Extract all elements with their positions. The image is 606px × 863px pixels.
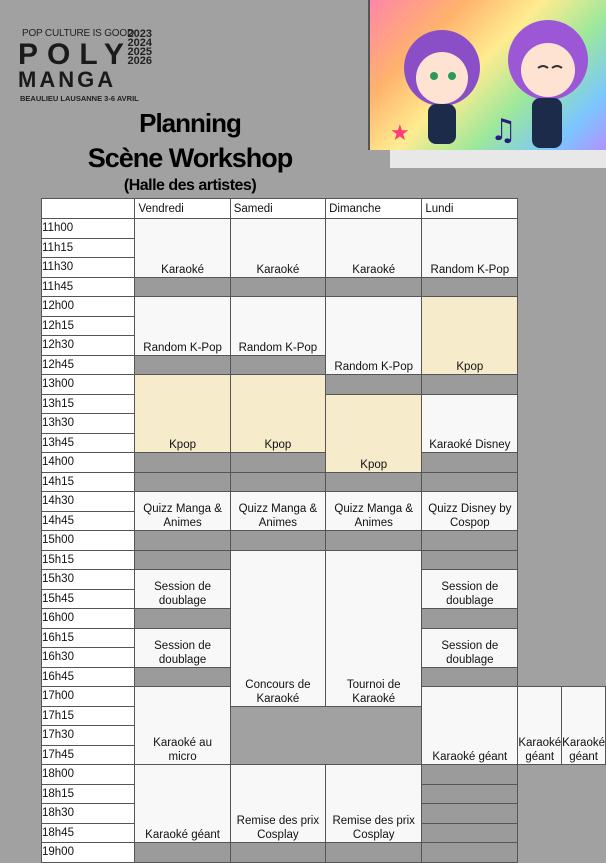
event-session-doublage xyxy=(135,570,230,609)
event-line: doublage xyxy=(446,653,494,666)
break-cell xyxy=(326,277,422,297)
time-label: 15h30 xyxy=(42,570,135,590)
time-label: 12h30 xyxy=(42,336,135,356)
time-row xyxy=(42,843,606,863)
event-line: Session de xyxy=(441,639,499,652)
break-cell xyxy=(230,277,325,297)
event-line: Remise des prix xyxy=(332,815,415,827)
break-cell xyxy=(135,277,230,297)
break-cell xyxy=(326,531,422,551)
time-row xyxy=(42,219,606,239)
day-header: Vendredi xyxy=(135,199,230,219)
break-cell xyxy=(422,277,518,297)
time-label: 15h15 xyxy=(42,550,135,570)
day-header: Samedi xyxy=(230,199,325,219)
event-line: Cosplay xyxy=(257,829,299,841)
event-line: Karaoké xyxy=(352,692,396,705)
event-line: doublage xyxy=(158,595,207,607)
svg-text:★: ★ xyxy=(390,121,410,146)
break-cell xyxy=(135,667,230,687)
event-line: Remise des prix xyxy=(236,815,320,827)
time-label: 13h45 xyxy=(42,433,135,453)
event-line: Cosplay xyxy=(352,829,395,841)
logo-poly: POLY xyxy=(18,38,133,71)
svg-text:♫: ♫ xyxy=(490,113,517,148)
page-location-note: (Halle des artistes) xyxy=(123,177,257,194)
event-remise-prix xyxy=(230,765,325,843)
time-label: 18h45 xyxy=(42,823,135,843)
time-label: 16h15 xyxy=(42,628,135,648)
time-row xyxy=(42,355,606,375)
break-cell xyxy=(422,784,518,804)
time-row xyxy=(42,472,606,492)
event-karaoke: Karaoké xyxy=(230,219,325,278)
page-title: Planning xyxy=(139,108,241,138)
polymanga-logo xyxy=(18,22,153,112)
time-label: 16h30 xyxy=(42,648,135,668)
event-random-kpop: Random K-Pop xyxy=(135,297,230,356)
day-header: Dimanche xyxy=(326,199,422,219)
idol-artwork xyxy=(368,0,606,150)
time-row xyxy=(42,765,606,785)
event-karaoke: Karaoké xyxy=(135,219,230,278)
time-row xyxy=(42,453,606,473)
event-quizz-disney xyxy=(422,492,518,531)
event-line: micro xyxy=(168,751,197,763)
page-subtitle: Scène Workshop xyxy=(87,143,293,173)
time-label: 11h15 xyxy=(42,238,135,258)
event-karaoke-geant: Karaoké géant xyxy=(422,687,518,765)
break-cell xyxy=(422,453,518,473)
break-cell xyxy=(422,823,518,843)
event-quizz-manga xyxy=(326,492,422,531)
break-cell xyxy=(135,531,230,551)
break-cell xyxy=(422,375,518,395)
event-session-doublage xyxy=(135,628,230,667)
break-cell xyxy=(230,355,325,375)
event-session-doublage xyxy=(422,570,518,609)
break-cell xyxy=(135,843,230,863)
time-label: 11h45 xyxy=(42,277,135,297)
time-row xyxy=(42,550,606,570)
break-cell xyxy=(326,843,422,863)
break-cell xyxy=(422,472,518,492)
event-line: Quizz Manga & xyxy=(143,503,222,515)
event-random-kpop: Random K-Pop xyxy=(422,219,518,278)
break-cell xyxy=(135,472,230,492)
logo-year: 2025 xyxy=(127,46,152,58)
time-label: 13h30 xyxy=(42,414,135,434)
time-row xyxy=(42,277,606,297)
event-line: Concours de xyxy=(245,678,311,691)
time-label: 16h00 xyxy=(42,609,135,629)
event-line: Quizz Manga & xyxy=(334,503,414,515)
time-label: 14h00 xyxy=(42,453,135,473)
event-line: Cospop xyxy=(450,517,490,529)
time-label: 11h30 xyxy=(42,258,135,278)
time-label: 15h45 xyxy=(42,589,135,609)
stage-floor xyxy=(390,150,606,168)
event-line: doublage xyxy=(446,595,494,607)
time-row xyxy=(42,492,606,512)
event-quizz-manga xyxy=(135,492,230,531)
event-random-kpop: Random K-Pop xyxy=(326,297,422,375)
event-line: doublage xyxy=(158,653,207,666)
logo-location: BEAULIEU LAUSANNE 3-6 AVRIL xyxy=(20,94,139,103)
time-label: 18h00 xyxy=(42,765,135,785)
event-line: Animes xyxy=(163,517,202,529)
break-cell xyxy=(422,550,518,570)
event-line: Tournoi de xyxy=(346,678,401,691)
break-cell xyxy=(422,609,518,629)
break-cell xyxy=(135,453,230,473)
break-cell xyxy=(230,531,325,551)
event-karaoke-geant: Karaoké géant xyxy=(518,687,562,765)
time-label: 14h15 xyxy=(42,472,135,492)
break-cell xyxy=(422,531,518,551)
event-karaoke-disney: Karaoké Disney xyxy=(422,394,518,453)
event-karaoke-geant: Karaoké géant xyxy=(562,687,606,765)
event-line: Session de xyxy=(154,639,212,652)
break-cell xyxy=(230,843,325,863)
day-header: Lundi xyxy=(422,199,518,219)
break-cell xyxy=(422,804,518,824)
time-label: 17h30 xyxy=(42,726,135,746)
time-row xyxy=(42,297,606,317)
time-row xyxy=(42,375,606,395)
time-label: 12h00 xyxy=(42,297,135,317)
event-tournoi-karaoke xyxy=(326,550,422,706)
event-remise-prix xyxy=(326,765,422,843)
break-cell xyxy=(326,375,422,395)
time-label: 11h00 xyxy=(42,219,135,239)
event-kpop: Kpop xyxy=(422,297,518,375)
event-kpop: Kpop xyxy=(135,375,230,453)
break-cell xyxy=(135,550,230,570)
header-row xyxy=(42,199,606,219)
logo-year: 2024 xyxy=(127,37,152,49)
time-label: 14h45 xyxy=(42,511,135,531)
event-line: Animes xyxy=(258,517,298,529)
logo-years xyxy=(124,30,152,66)
event-line: Karaoké xyxy=(256,692,300,705)
event-line: Animes xyxy=(354,517,393,529)
idol-illustration xyxy=(370,0,606,150)
event-line: Session de xyxy=(154,581,212,593)
logo-manga: MANGA xyxy=(18,67,117,92)
event-kpop: Kpop xyxy=(326,394,422,472)
event-karaoke-geant: Karaoké géant xyxy=(135,765,230,843)
break-cell xyxy=(135,609,230,629)
event-session-doublage xyxy=(422,628,518,667)
event-karaoke-micro xyxy=(135,687,230,765)
break-cell xyxy=(422,667,518,687)
event-line: Quizz Disney by xyxy=(428,503,512,515)
logo-year: 2026 xyxy=(127,55,152,67)
event-kpop: Kpop xyxy=(230,375,325,453)
time-label: 17h15 xyxy=(42,706,135,726)
time-label: 13h15 xyxy=(42,394,135,414)
break-cell xyxy=(230,453,325,473)
logo-tagline: POP CULTURE IS GOOD xyxy=(22,28,134,39)
time-label: 17h00 xyxy=(42,687,135,707)
time-label: 18h30 xyxy=(42,804,135,824)
time-row xyxy=(42,531,606,551)
event-quizz-manga xyxy=(230,492,325,531)
break-cell xyxy=(422,765,518,785)
event-karaoke: Karaoké xyxy=(326,219,422,278)
break-cell xyxy=(326,472,422,492)
time-label: 18h15 xyxy=(42,784,135,804)
time-label: 12h45 xyxy=(42,355,135,375)
event-concours-karaoke xyxy=(230,550,325,706)
logo-year: 2023 xyxy=(127,28,152,40)
event-line: Session de xyxy=(441,581,499,593)
schedule-table xyxy=(41,198,606,863)
time-label: 17h45 xyxy=(42,745,135,765)
time-label: 15h00 xyxy=(42,531,135,551)
time-label: 19h00 xyxy=(42,843,135,863)
break-cell xyxy=(230,472,325,492)
break-cell xyxy=(135,355,230,375)
time-label: 13h00 xyxy=(42,375,135,395)
break-cell xyxy=(422,843,518,863)
time-label: 14h30 xyxy=(42,492,135,512)
event-random-kpop: Random K-Pop xyxy=(230,297,325,356)
event-line: Karaoké au xyxy=(153,737,212,749)
event-line: Quizz Manga & xyxy=(238,503,318,515)
time-label: 12h15 xyxy=(42,316,135,336)
time-label: 16h45 xyxy=(42,667,135,687)
corner-cell xyxy=(42,199,135,219)
